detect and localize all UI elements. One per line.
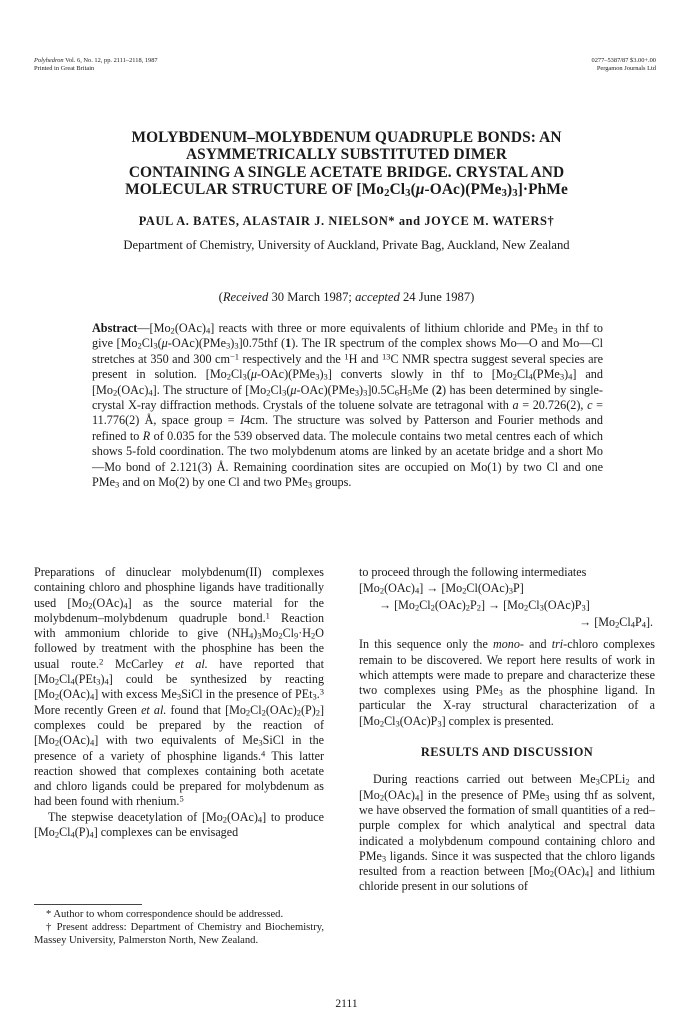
footnote-divider: [34, 904, 142, 905]
title-line-2: ASYMMETRICALLY SUBSTITUTED DIMER: [185, 146, 508, 164]
scheme-line-2: → $[Mo_2Cl_2(OAc)_2P_2] \to [Mo_2Cl_3(OAc)P_3]$: [379, 598, 590, 613]
sequence-paragraph: In this sequence only the mono- and tri-chloro complexes remain to be discovered. We report here results of work in which attempts were made to prepare and characterize these two complexes using PMe$_3$ as the phosphine ligand. In particular the X-ray structural characterization of a $[Mo_2Cl_3(OAc)P_3]$ complex is presented.: [359, 637, 656, 729]
scheme-intro: to proceed through the following intermediates: [359, 565, 587, 579]
title-line-1: MOLYBDENUM–MOLYBDENUM QUADRUPLE BONDS: AN: [131, 129, 562, 146]
publisher-info: [592, 57, 657, 73]
scheme-line-1: $[Mo_2(OAc)_4] \to [Mo_2Cl(OAc)_3P]$: [359, 581, 524, 596]
abstract-body: $—[Mo_2(OAc)_4]$ reacts with three or more equivalents of lithium chloride and PMe$_3$ in thf to give $[Mo_2Cl_3(\mu-OAc)(PMe_3)_3]0.75thf$ (1). The IR spectrum of the complex shows Mo—O and Mo—Cl stretches at 350 and 300 $cm^{-1}$ respectively and the $^1$H and $^{13}$C NMR spectra suggest several species are present in solution. $[Mo_2Cl_3(\mu-OAc)(PMe_3)_3]$ converts slowly in thf to $[Mo_2Cl_4(PMe_3)_4]$ and $[Mo_2(OAc)_4]$. The structure of $[Mo_2Cl_3(\mu-OAc)(PMe_3)_3]0.5C_6H_5Me$ (2) has been determined by single-crystal X-ray diffraction methods. Crystals of the toluene solvate are tetragonal with a = 20.726(2), c = 11.776(2) Å, space group = I4cm. The structure was solved by Patterson and Fourier methods and refined to R of 0.035 for the 539 observed data. The molecule contains two metal centres each of which shows 5-fold coordination. The two molybdenum atoms are linked by an acetate bridge and a short Mo—Mo bond of 2.121(3) Å. Remaining coordination sites are occupied on Mo(1) by two Cl and one PMe$_3$ and on Mo(2) by one Cl and two PMe$_3$ groups.: [92, 321, 604, 490]
accepted-label: accepted: [355, 290, 400, 304]
affiliation: Department of Chemistry, University of Auckland, Private Bag, Auckland, New Zealand: [123, 238, 570, 252]
title-line-3: CONTAINING A SINGLE ACETATE BRIDGE. CRYSTAL AND: [128, 163, 565, 181]
received-dates: (Received 30 March 1987; accepted 24 June 1987): [218, 290, 475, 304]
abstract-label: Abstract: [92, 321, 138, 335]
printed-in: Printed in Great Britain: [34, 65, 95, 72]
publisher-name: Pergamon Journals Ltd: [596, 65, 656, 72]
journal-citation: [34, 57, 158, 73]
right-column: [359, 565, 655, 895]
issn-price: 0277–5387/87 $3.00+.00: [591, 57, 656, 64]
received-label: Received: [222, 290, 269, 304]
abstract: [92, 321, 603, 490]
results-paragraph: During reactions carried out between $Me_3CPLi_2$ and $[Mo_2(OAc)_4]$ in the presence of PMe$_3$ using thf as solvent, we have observed the formation of small quantities of a red–purple complex for which analytical and spectral data indicated a molybdenum compound containing chloro and PMe$_3$ ligands. Since it was suspected that the chloro ligands resulted from a reaction between $[Mo_2(OAc)_4]$ and lithium chloride present in our solutions of: [359, 772, 656, 894]
volume-info: Vol. 6, No. 12, pp. 2111–2118, 1987: [63, 57, 158, 64]
article-title: [90, 129, 603, 199]
reaction-scheme: [359, 580, 655, 631]
footnote-correspondence: * Author to whom correspondence should be addressed.: [46, 909, 284, 920]
journal-name: Polyhedron: [34, 57, 64, 64]
scheme-line-3: → $[Mo_2Cl_4P_4]$.: [579, 615, 653, 630]
footnotes: [34, 908, 324, 948]
author-list: PAUL A. BATES, ALASTAIR J. NIELSON* and JOYCE M. WATERS†: [138, 214, 555, 228]
footnote-present-address: † Present address: Department of Chemistry and Biochemistry, Massey University, Palmerston North, New Zealand.: [34, 922, 324, 947]
left-column: [34, 565, 324, 840]
received-date: 30 March 1987: [271, 290, 349, 304]
deacetylation-paragraph: The stepwise deacetylation of $[Mo_2(OAc)_4]$ to produce $[Mo_2Cl_4(P)_4]$ complexes can be envisaged: [34, 809, 324, 840]
intro-paragraph: Preparations of dinuclear molybdenum(II) complexes containing chloro and phosphine ligands have traditionally used $[Mo_2(OAc)_4]$ as the source material for the molybdenum–molybdenum quadruple bond.$^1$ Reaction with ammonium chloride to give $(NH_4)_3Mo_2Cl_9\cdot H_2O$ followed by treatment with the phosphine has been the usual route.$^2$ McCarley et al. have reported that $[Mo_2Cl_4(PEt_3)_4]$ could be synthesized by reacting $[Mo_2(OAc)_4]$ with excess $Me_3SiCl$ in the presence of PEt$_3$.$^3$ More recently Green et al. found that $[Mo_2Cl_2(OAc)_2(P)_2]$ complexes could be prepared by the reaction of $[Mo_2(OAc)_4]$ with two equivalents of $Me_3SiCl$ in the presence of a variety of phosphine ligands.$^4$ This latter reaction showed that complexes containing both acetate and chloro ligands could be prepared for molybdenum as had been found with rhenium.$^5$: [34, 565, 324, 809]
accepted-date: 24 June 1987: [402, 290, 471, 304]
section-heading: RESULTS AND DISCUSSION: [420, 745, 594, 760]
title-line-4: MOLECULAR STRUCTURE OF $[Mo_2Cl_3(\mu-OAc)(PMe_3)_3]\cdot PhMe$: [125, 181, 568, 200]
page-number: 2111: [335, 998, 358, 1010]
